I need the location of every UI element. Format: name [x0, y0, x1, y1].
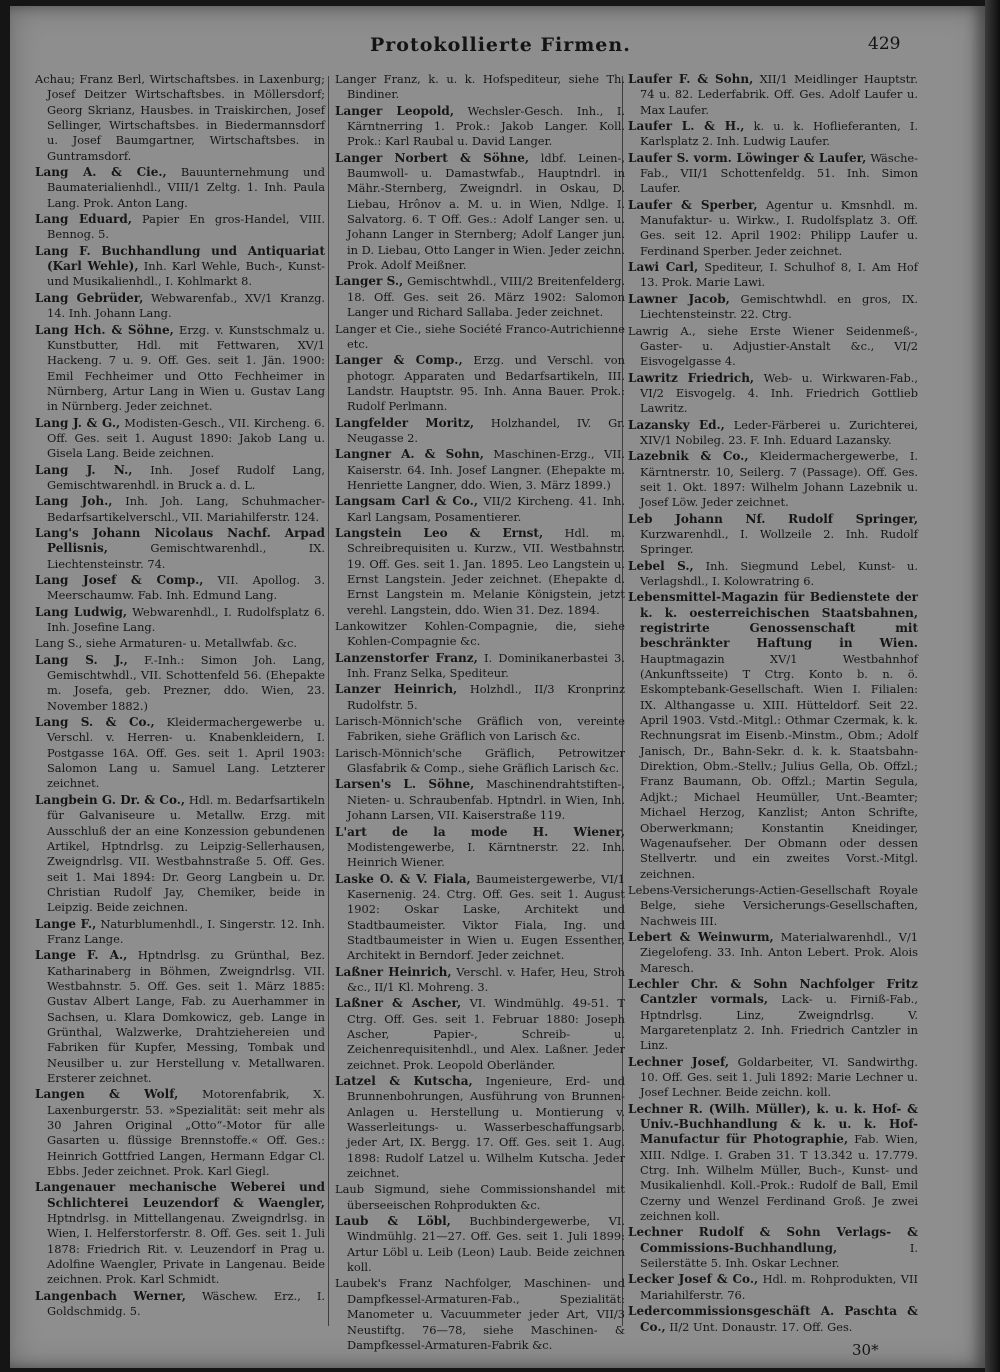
- firm-details: Fab. Wien, XIII. Ndlge. I. Graben 31. T 13.342 u. 17.779. Ctrg. Inh. Wilhelm Müller, Buch-, Kunst- und Musikalienhdl. Koll.-Prok.: Rudolf de Ball, Emil Czerny und Wenzel Ferdinand Groß. Je zwei zeichnen koll.: [640, 1132, 918, 1224]
- firm-name: Laßner & Ascher,: [335, 996, 462, 1011]
- directory-entry: [335, 965, 625, 996]
- directory-entry: [35, 917, 325, 948]
- firm-name: Lang A. & Cie.,: [35, 165, 167, 180]
- directory-entry: [628, 418, 918, 449]
- firm-details: Modisten-Gesch., VII. Kircheng. 6. Off. Ges. seit 1. August 1890: Jakob Lang u. Gisela Lang. Beide zeichnen.: [47, 415, 326, 461]
- firm-name: Lebel S.,: [628, 558, 694, 573]
- directory-entry: [35, 1289, 325, 1320]
- directory-entry: [35, 416, 325, 462]
- firm-details: Langer et Cie., siehe Société Franco-Autrichienne etc.: [335, 321, 625, 351]
- firm-name: Ledercommissionsgeschäft A. Paschta & Co.,: [628, 1304, 918, 1334]
- firm-details: Buchbindergewerbe, VI. Windmühlg. 21—27. Off. Ges. seit 1. Juli 1899: Artur Löbl u. Leib (Leon) Laub. Beide zeichnen koll.: [347, 1214, 625, 1275]
- directory-entry: [628, 512, 918, 558]
- firm-name: Lawritz Friedrich,: [628, 370, 755, 385]
- firm-name: Lanzer Heinrich,: [335, 682, 458, 697]
- firm-details: Hptndrlsg. zu Grünthal, Bez. Katharinaberg in Böhmen, Zweigndrlsg. VII. Westbahnstr. 5. Off. Ges. seit 1. März 1885: Gustav Albert Lange, Fab. zu Auerhammer in Sachsen, u. Klara Domkowicz, geb. Lange in Grünthal, Walzwerke, Drahtziehereien und Fabriken für Kupfer, Messing, Tombak und Neusilber u. zur Herstellung v. Metallwaren. Ersterer zeichnet.: [47, 948, 325, 1085]
- firm-name: Langenbach Werner,: [35, 1288, 186, 1303]
- directory-entry: [335, 651, 625, 682]
- firm-name: Lazansky Ed.,: [628, 417, 725, 432]
- firm-details: Goldarbeiter, VI. Sandwirthg. 10. Off. Ges. seit 1. Juli 1892: Marie Lechner u. Josef Lechner. Beide zeichn. koll.: [640, 1054, 918, 1100]
- firm-details: Hauptmagazin XV/1 Westbahnhof (Ankunftsseite) T Ctrg. Konto b. n. ö. Eskomptebank-Gesellschaft. Wien I. Filialen: IX. Althangasse u. XIII. Hütteldorf. Seit 22. April 1903. Vstd.-Mitgl.: Othmar Czermak, k. k. Rechnungsrat im Eisenb.-Minstm., Obm.; Adolf Janisch, Dr., Bahn-Sekr. d. k. k. Staatsbahn-Direktion, Obm.-Stellv.; Julius Gella, Ob. Offzl.; Franz Baumann, Ob. Offzl.; Martin Segula, Adjkt.; Michael Heumüller, Unt.-Beamter; Michael Herzog, Kanzlist; Anton Schrifte, Oberwerkmann; Konstantin Kneidinger, Wagenaufseher. Der Obmann oder dessen Stellvertr. und ein zweites Vorst.-Mitgl. zeichnen.: [640, 651, 918, 881]
- firm-name: Laufer L. & H.,: [628, 119, 745, 134]
- directory-entry: [35, 1180, 325, 1287]
- firm-name: Lange F. A.,: [35, 948, 128, 963]
- firm-details: VII. Apollog. 3. Meerschaumw. Fab. Inh. Edmund Lang.: [47, 573, 325, 603]
- page-title: Protokollierte Firmen.: [370, 34, 631, 56]
- firm-name: Langer Norbert & Söhne,: [335, 150, 530, 165]
- firm-name: Lang J. N.,: [35, 462, 133, 477]
- firm-details: Kleidermachergewerbe, I. Kärntnerstr. 10, Seilerg. 7 (Passage). Off. Ges. seit 1. Okt. 1897: Wilhelm Johann Lazebnik u. Josef Löw. Jeder zeichnet.: [640, 449, 918, 510]
- directory-entry: [628, 449, 918, 510]
- directory-entry: [335, 777, 625, 823]
- firm-details: VII/2 Kircheng. 41. Inh. Karl Langsam, Posamentierer.: [347, 494, 625, 524]
- firm-details: VI. Windmühlg. 49-51. T Ctrg. Off. Ges. seit 1. Februar 1880: Joseph Ascher, Papier-, Schreib- u. Zeichenrequisitenhdl., und Alex. Laßner. Jeder zeichnet. Prok. Leopold Oberländer.: [347, 996, 625, 1072]
- firm-name: Laufer & Sperber,: [628, 197, 758, 212]
- firm-details: XII/1 Meidlinger Hauptstr. 74 u. 82. Lederfabrik. Off. Ges. Adolf Laufer u. Max Laufer.: [640, 72, 918, 117]
- firm-name: Lang F. Buchhandlung und Antiquariat (Karl Wehle),: [35, 243, 325, 274]
- firm-details: Gemischtwhdl., VIII/2 Breitenfelderg. 18. Off. Ges. seit 26. März 1902: Salomon Langer und Richard Sallaba. Jeder zeichnet.: [347, 274, 626, 320]
- directory-entry: [35, 526, 325, 572]
- firm-name: Langen & Wolf,: [35, 1087, 179, 1102]
- firm-details: Kleidermachergewerbe u. Verschl. v. Herren- u. Knabenkleidern, I. Postgasse 16A. Off. Ges. seit 1. April 1903: Salomon Lang u. Samuel Lang. Letzterer zeichnet.: [47, 715, 326, 791]
- directory-entry: [35, 212, 325, 243]
- firm-name: Langbein G. Dr. & Co.,: [35, 792, 186, 807]
- directory-entry: [335, 872, 625, 964]
- book-page: [10, 6, 985, 1368]
- directory-entry: [35, 573, 325, 604]
- directory-entry: [335, 996, 625, 1073]
- firm-details: I. Seilerstätte 5. Inh. Oskar Lechner.: [640, 1240, 918, 1271]
- firm-details: I. Dominikanerbastei 3. Inh. Franz Selka, Spediteur.: [347, 650, 626, 681]
- firm-details: Laub Sigmund, siehe Commissionshandel mit überseeischen Rohprodukten &c.: [335, 1182, 625, 1212]
- directory-entry: [35, 653, 325, 714]
- firm-details: Kurzwarenhdl., I. Wollzeile 2. Inh. Rudolf Springer.: [640, 526, 918, 557]
- directory-entry: [35, 165, 325, 211]
- directory-entry: [35, 291, 325, 322]
- directory-entry: [335, 494, 625, 525]
- directory-entry: [335, 151, 625, 274]
- directory-entry: [335, 447, 625, 493]
- firm-name: Lawner Jacob,: [628, 291, 730, 306]
- directory-entry: [35, 494, 325, 525]
- firm-details: Spediteur, I. Schulhof 8, I. Am Hof 13. Prok. Marie Lawi.: [640, 260, 918, 290]
- directory-entry: [628, 930, 918, 976]
- directory-entry: [35, 948, 325, 1086]
- firm-details: Agentur u. Kmsnhdl. m. Manufaktur- u. Wirkw., I. Rudolfsplatz 3. Off. Ges. seit 12. April 1902: Philipp Laufer u. Ferdinand Sperber. Jeder zeichnet.: [640, 197, 918, 258]
- directory-entry: [628, 371, 918, 417]
- firm-details: Leder-Färberei u. Zurichterei, XIV/1 Nobileg. 23. F. Inh. Eduard Lazansky.: [640, 417, 919, 447]
- firm-name: Langner A. & Sohn,: [335, 447, 484, 462]
- firm-name: Lebert & Weinwurm,: [628, 929, 774, 944]
- firm-name: Lang Hch. & Söhne,: [35, 322, 174, 337]
- directory-entry: [335, 526, 625, 618]
- firm-name: Laufer F. & Sohn,: [628, 72, 754, 86]
- firm-name: Lang Gebrüder,: [35, 290, 144, 305]
- firm-details: Webwarenfab., XV/1 Kranzg. 14. Inh. Johann Lang.: [47, 290, 325, 321]
- firm-details: Erzg. v. Kunstschmalz u. Kunstbutter, Hdl. mit Fettwaren, XV/1 Hackeng. 7 u. 9. Off. Ges. seit 1. Jän. 1900: Emil Fechheimer und Otto Fechheimer in Nürnberg, Artur Lang in Wien u. Gustav Lang in Nürnberg. Jeder zeichnet.: [47, 322, 325, 414]
- firm-name: Laßner Heinrich,: [335, 964, 452, 979]
- firm-details: Lawrig A., siehe Erste Wiener Seidenmeß-, Gaster- u. Adjustier-Anstalt &c., VI/2 Eisvogelgasse 4.: [628, 323, 918, 369]
- firm-details: Maschinen-Erzg., VII. Kaiserstr. 64. Inh. Josef Langner. (Ehepakte m. Henriette Langner, ddo. Wien, 3. März 1899.): [347, 447, 625, 492]
- directory-entry: [335, 416, 625, 447]
- directory-entry: [35, 605, 325, 636]
- firm-details: Bauunternehmung und Baumaterialienhdl., VIII/1 Zeltg. 1. Inh. Paula Lang. Prok. Anton Lang.: [47, 165, 325, 210]
- firm-name: Lange F.,: [35, 916, 97, 931]
- firm-details: Langer Franz, k. u. k. Hofspediteur, siehe Th. Bindiner.: [335, 72, 625, 102]
- firm-details: Hdl. m. Rohprodukten, VII Mariahilferstr. 76.: [640, 1272, 918, 1302]
- firm-details: Wäschew. Erz., I. Goldschmidg. 5.: [47, 1288, 325, 1319]
- directory-entry: [628, 977, 918, 1054]
- directory-entry: [628, 559, 918, 590]
- directory-entry: [628, 292, 918, 323]
- firm-details: Gemischtwarenhdl., IX. Liechtensteinstr. 74.: [47, 541, 325, 571]
- firm-name: Lang S. J.,: [35, 652, 128, 667]
- firm-details: Achau; Franz Berl, Wirtschaftsbes. in Laxenburg; Josef Deitzer Wirtschaftsbes. in Möllersdorf; Georg Skrianz, Hausbes. in Traiskirchen, Josef Sellinger, Wirtschaftsbes. in Biedermannsdorf u. Josef Baumgartner, Wirtschaftsbes. in Guntramsdorf.: [35, 72, 325, 163]
- firm-name: Lazebnik & Co.,: [628, 449, 749, 464]
- directory-entry: [628, 151, 918, 197]
- firm-name: Lechner Rudolf & Sohn Verlags- & Commissions-Buchhandlung,: [628, 1225, 918, 1255]
- directory-entry: [335, 353, 625, 414]
- firm-name: Langfelder Moritz,: [335, 415, 475, 430]
- firm-details: Webwarenhdl., I. Rudolfsplatz 6. Inh. Josefine Lang.: [47, 604, 326, 635]
- firm-name: Lang Ludwig,: [35, 604, 128, 619]
- firm-details: Baumeistergewerbe, VI/1 Kasernenig. 24. Ctrg. Off. Ges. seit 1. August 1902: Oskar Laske, Architekt und Stadtbaumeister. Viktor Fiala, Ing. und Stadtbaumeister in Wien u. Eugen Essenther, Architekt in Berndorf. Jeder zeichnet.: [347, 871, 625, 963]
- page-number: 429: [868, 34, 901, 54]
- directory-entry: [628, 324, 918, 370]
- firm-name: Laske O. & V. Fiala,: [335, 871, 471, 886]
- firm-name: Lang J. & G.,: [35, 415, 121, 430]
- directory-entry: [335, 619, 625, 650]
- directory-entry: [628, 883, 918, 929]
- firm-name: Larsen's L. Söhne,: [335, 777, 475, 792]
- directory-entry: [335, 1182, 625, 1213]
- firm-details: Holzhdl., II/3 Kronprinz Rudolfstr. 5.: [347, 682, 625, 712]
- signature-mark: 30*: [852, 1341, 879, 1359]
- directory-entry: [35, 323, 325, 415]
- directory-entry: [35, 463, 325, 494]
- directory-entry: [628, 72, 918, 118]
- running-header: [10, 34, 985, 64]
- firm-details: Larisch-Mönnich'sche Gräflich von, vereinte Fabriken, siehe Gräflich von Larisch &c.: [335, 714, 625, 744]
- directory-entry: [628, 1055, 918, 1101]
- firm-details: Inh. Siegmund Lebel, Kunst- u. Verlagshdl., I. Kolowratring 6.: [640, 558, 919, 588]
- directory-entry: [628, 1304, 918, 1335]
- firm-name: Lawi Carl,: [628, 260, 699, 275]
- directory-entry: [35, 715, 325, 792]
- firm-name: Langer Leopold,: [335, 103, 454, 118]
- firm-details: Maschinendrahtstiften-, Nieten- u. Schraubenfab. Hptndrl. in Wien, Inh. Johann Larsen, VII. Kaiserstraße 119.: [347, 777, 625, 823]
- firm-details: Motorenfabrik, X. Laxenburgerstr. 53. »Spezialität: seit mehr als 30 Jahren Original „Otto“-Motor für alle Gasarten u. flüssige Brennstoffe.« Off. Ges.: Heinrich Gottfried Langen, Hermann Edgar Cl. Ebbs. Jeder zeichnet. Prok. Karl Giegl.: [47, 1087, 325, 1179]
- firm-details: Hdl. m. Schreibrequisiten u. Kurzw., VII. Westbahnstr. 19. Off. Ges. seit 1. Jan. 1895. Leo Langstein u. Ernst Langstein. Jeder zeichnet. (Ehepakte d. Ernst Langstein m. Melanie Königstein, jetzt verehl. Langstein, ddo. Wien 31. Dez. 1894.: [347, 525, 625, 617]
- firm-name: Laub & Löbl,: [335, 1214, 451, 1229]
- firm-details: Gemischtwhdl. en gros, IX. Liechtensteinstr. 22. Ctrg.: [640, 291, 919, 322]
- firm-details: Materialwarenhdl., V/1 Ziegelofeng. 33. Inh. Anton Lebert. Prok. Alois Maresch.: [640, 929, 918, 975]
- page-edge-shadow: [985, 0, 1000, 1372]
- directory-entry: [335, 714, 625, 745]
- firm-name: Langer & Comp.,: [335, 353, 463, 368]
- directory-entry: [628, 260, 918, 291]
- firm-details: Hptndrlsg. in Mittellangenau. Zweigndrlsg. in Wien, I. Helferstorferstr. 8. Off. Ges. seit 1. Juli 1878: Friedrich Rit. v. Leuzendorf in Prag u. Adolfine Waengler, Private in Langenau. Beide zeichnen. Prok. Karl Schmidt.: [47, 1211, 325, 1287]
- column-right: [628, 72, 918, 1332]
- directory-entry: [335, 746, 625, 777]
- firm-details: Naturblumenhdl., I. Singerstr. 12. Inh. Franz Lange.: [47, 916, 326, 946]
- firm-details: F.-Inh.: Simon Joh. Lang, Gemischtwhdl., VII. Schottenfeld 56. (Ehepakte m. Josefa, geb. Prezner, ddo. Wien, 23. November 1882.): [47, 652, 326, 713]
- directory-entry: [335, 104, 625, 150]
- directory-entry: [628, 1102, 918, 1225]
- firm-details: Lankowitzer Kohlen-Compagnie, die, siehe Kohlen-Compagnie &c.: [335, 619, 625, 649]
- firm-details: Ingenieure, Erd- und Brunnenbohrungen, Ausführung von Brunnen-Anlagen u. Herstellung u. Montierung v. Wasserleitungs- u. Wasserbeschaffungsarb. jeder Art, IX. Bergg. 17. Off. Ges. seit 1. Aug. 1898: Rudolf Latzel u. Wilhelm Kutscha. Jeder zeichnet.: [347, 1074, 625, 1181]
- directory-entry: [35, 72, 325, 164]
- directory-entry: [35, 1087, 325, 1179]
- firm-details: II/2 Unt. Donaustr. 17. Off. Ges.: [669, 1319, 853, 1334]
- firm-name: Lebensmittel-Magazin für Bedienstete der k. k. oesterreichischen Staatsbahnen, registrirte Genossenschaft mit beschränkter Haftung in Wien.: [628, 590, 918, 651]
- directory-entry: [335, 322, 625, 353]
- firm-name: Lechler Chr. & Sohn Nachfolger Fritz Cantzler vormals,: [628, 976, 918, 1007]
- firm-details: Hdl. m. Bedarfsartikeln für Galvaniseure u. Metallw. Erzg. mit Ausschluß der an eine Konzession gebundenen Artikel, Hptndrlsg. zu Leipzig-Sellerhausen, Zweigndrlsg. VII. Westbahnstraße 5. Off. Ges. seit 1. Mai 1894: Dr. Georg Langbein u. Dr. Christian Rudolf Jay, Chemiker, beide in Leipzig. Beide zeichnen.: [47, 792, 326, 915]
- column-middle: [335, 72, 626, 1352]
- firm-name: Lecker Josef & Co.,: [628, 1272, 759, 1287]
- firm-name: Langsam Carl & Co.,: [335, 494, 479, 509]
- firm-details: Lack- u. Firniß-Fab., Hptndrlsg. Linz, Zweigndrlsg. V. Margaretenplatz 2. Inh. Friedrich Cantzler in Linz.: [640, 992, 918, 1053]
- firm-name: L'art de la mode H. Wiener,: [335, 824, 625, 839]
- firm-name: Lang's Johann Nicolaus Nachf. Arpad Pellisnis,: [35, 525, 325, 556]
- directory-entry: [335, 1074, 625, 1181]
- firm-name: Lechner R. (Wilh. Müller), k. u. k. Hof- & Univ.-Buchhandlung & k. u. k. Hof-Manufactur für Photographie,: [628, 1101, 918, 1147]
- firm-details: Wäsche-Fab., VII/1 Schottenfeldg. 51. Inh. Simon Laufer.: [640, 150, 919, 196]
- directory-entry: [628, 590, 918, 882]
- column-left: [35, 72, 325, 1332]
- directory-entry: [335, 72, 625, 103]
- firm-name: Langstein Leo & Ernst,: [335, 525, 544, 540]
- firm-name: Langer S.,: [335, 274, 404, 289]
- firm-details: Verschl. v. Hafer, Heu, Stroh &c., II/1 Kl. Mohreng. 3.: [347, 964, 625, 994]
- column-divider: [328, 76, 329, 1326]
- firm-details: Papier En gros-Handel, VIII. Bennog. 5.: [47, 212, 325, 242]
- firm-details: Larisch-Mönnich'sche Gräflich, Petrowitzer Glasfabrik & Comp., siehe Gräflich Larisch &c.: [335, 745, 625, 776]
- firm-name: Latzel & Kutscha,: [335, 1074, 473, 1088]
- firm-name: Lanzenstorfer Franz,: [335, 650, 478, 665]
- directory-entry: [35, 793, 325, 916]
- directory-entry: [335, 825, 625, 871]
- directory-entry: [35, 636, 325, 651]
- directory-entry: [335, 682, 625, 713]
- firm-details: Modistengewerbe, I. Kärntnerstr. 22. Inh. Heinrich Wiener.: [347, 839, 625, 870]
- directory-entry: [335, 1214, 625, 1275]
- firm-details: ldbf. Leinen-, Baumwoll- u. Damastwfab., Hauptndrl. in Mähr.-Sternberg, Zweigndrl. in Oskau, D. Liebau, Hrônov a. M. u. in Wien, Ndlge. I. Salvatorg. 6. T Off. Ges.: Adolf Langer sen. u. Johann Langer in Sternberg; Adolf Langer jun. in D. Liebau, Otto Langer in Wien. Jeder zeichn. Prok. Adolf Meißner.: [347, 150, 625, 273]
- firm-details: Web- u. Wirkwaren-Fab., VI/2 Eisvogelg. 4. Inh. Friedrich Gottlieb Lawritz.: [640, 370, 918, 416]
- firm-details: Inh. Josef Rudolf Lang, Gemischtwarenhdl. in Bruck a. d. L.: [47, 462, 326, 492]
- firm-details: Wechsler-Gesch. Inh., I. Kärntnerring 1. Prok.: Jakob Langer. Koll. Prok.: Karl Raubal u. David Langer.: [347, 103, 625, 149]
- firm-name: Lang S. & Co.,: [35, 715, 155, 730]
- firm-details: Inh. Karl Wehle, Buch-, Kunst- und Musikalienhdl., I. Kohlmarkt 8.: [47, 259, 325, 289]
- firm-details: Laubek's Franz Nachfolger, Maschinen- und Dampfkessel-Armaturen-Fab., Spezialität: Manometer u. Vacuummeter jeder Art, VII/3 Neustiftg. 76—78, siehe Maschinen- & Dampfkessel-Armaturen-Fabrik &c.: [335, 1276, 625, 1352]
- directory-entry: [35, 244, 325, 290]
- firm-details: k. u. k. Hoflieferanten, I. Karlsplatz 2. Inh. Ludwig Laufer.: [640, 119, 919, 149]
- firm-name: Leb Johann Nf. Rudolf Springer,: [628, 511, 918, 526]
- firm-details: Erzg. und Verschl. von photogr. Apparaten und Bedarfsartikeln, III. Landstr. Hauptstr. 95. Inh. Anna Bauer. Prok.: Rudolf Perlmann.: [347, 353, 625, 414]
- directory-entry: [628, 198, 918, 259]
- directory-entry: [335, 274, 625, 320]
- firm-name: Lang Eduard,: [35, 212, 132, 227]
- directory-entry: [628, 1225, 918, 1271]
- directory-entry: [628, 119, 918, 150]
- directory-entry: [628, 1272, 918, 1303]
- firm-name: Laufer S. vorm. Löwinger & Laufer,: [628, 150, 867, 165]
- firm-name: Lang Joh.,: [35, 494, 113, 509]
- firm-name: Lechner Josef,: [628, 1054, 730, 1069]
- firm-details: Lebens-Versicherungs-Actien-Gesellschaft Royale Belge, siehe Versicherungs-Gesellschaften, Nachweis III.: [628, 882, 918, 928]
- firm-details: Inh. Joh. Lang, Schuhmacher-Bedarfsartikelverschl., VII. Mariahilferstr. 124.: [47, 494, 325, 524]
- firm-details: Lang S., siehe Armaturen- u. Metallwfab. &c.: [35, 636, 298, 651]
- firm-name: Lang Josef & Comp.,: [35, 573, 204, 587]
- directory-entry: [335, 1276, 625, 1353]
- firm-details: Holzhandel, IV. Gr. Neugasse 2.: [347, 415, 625, 445]
- firm-name: Langenauer mechanische Weberei und Schlichterei Leuzendorf & Waengler,: [35, 1180, 325, 1210]
